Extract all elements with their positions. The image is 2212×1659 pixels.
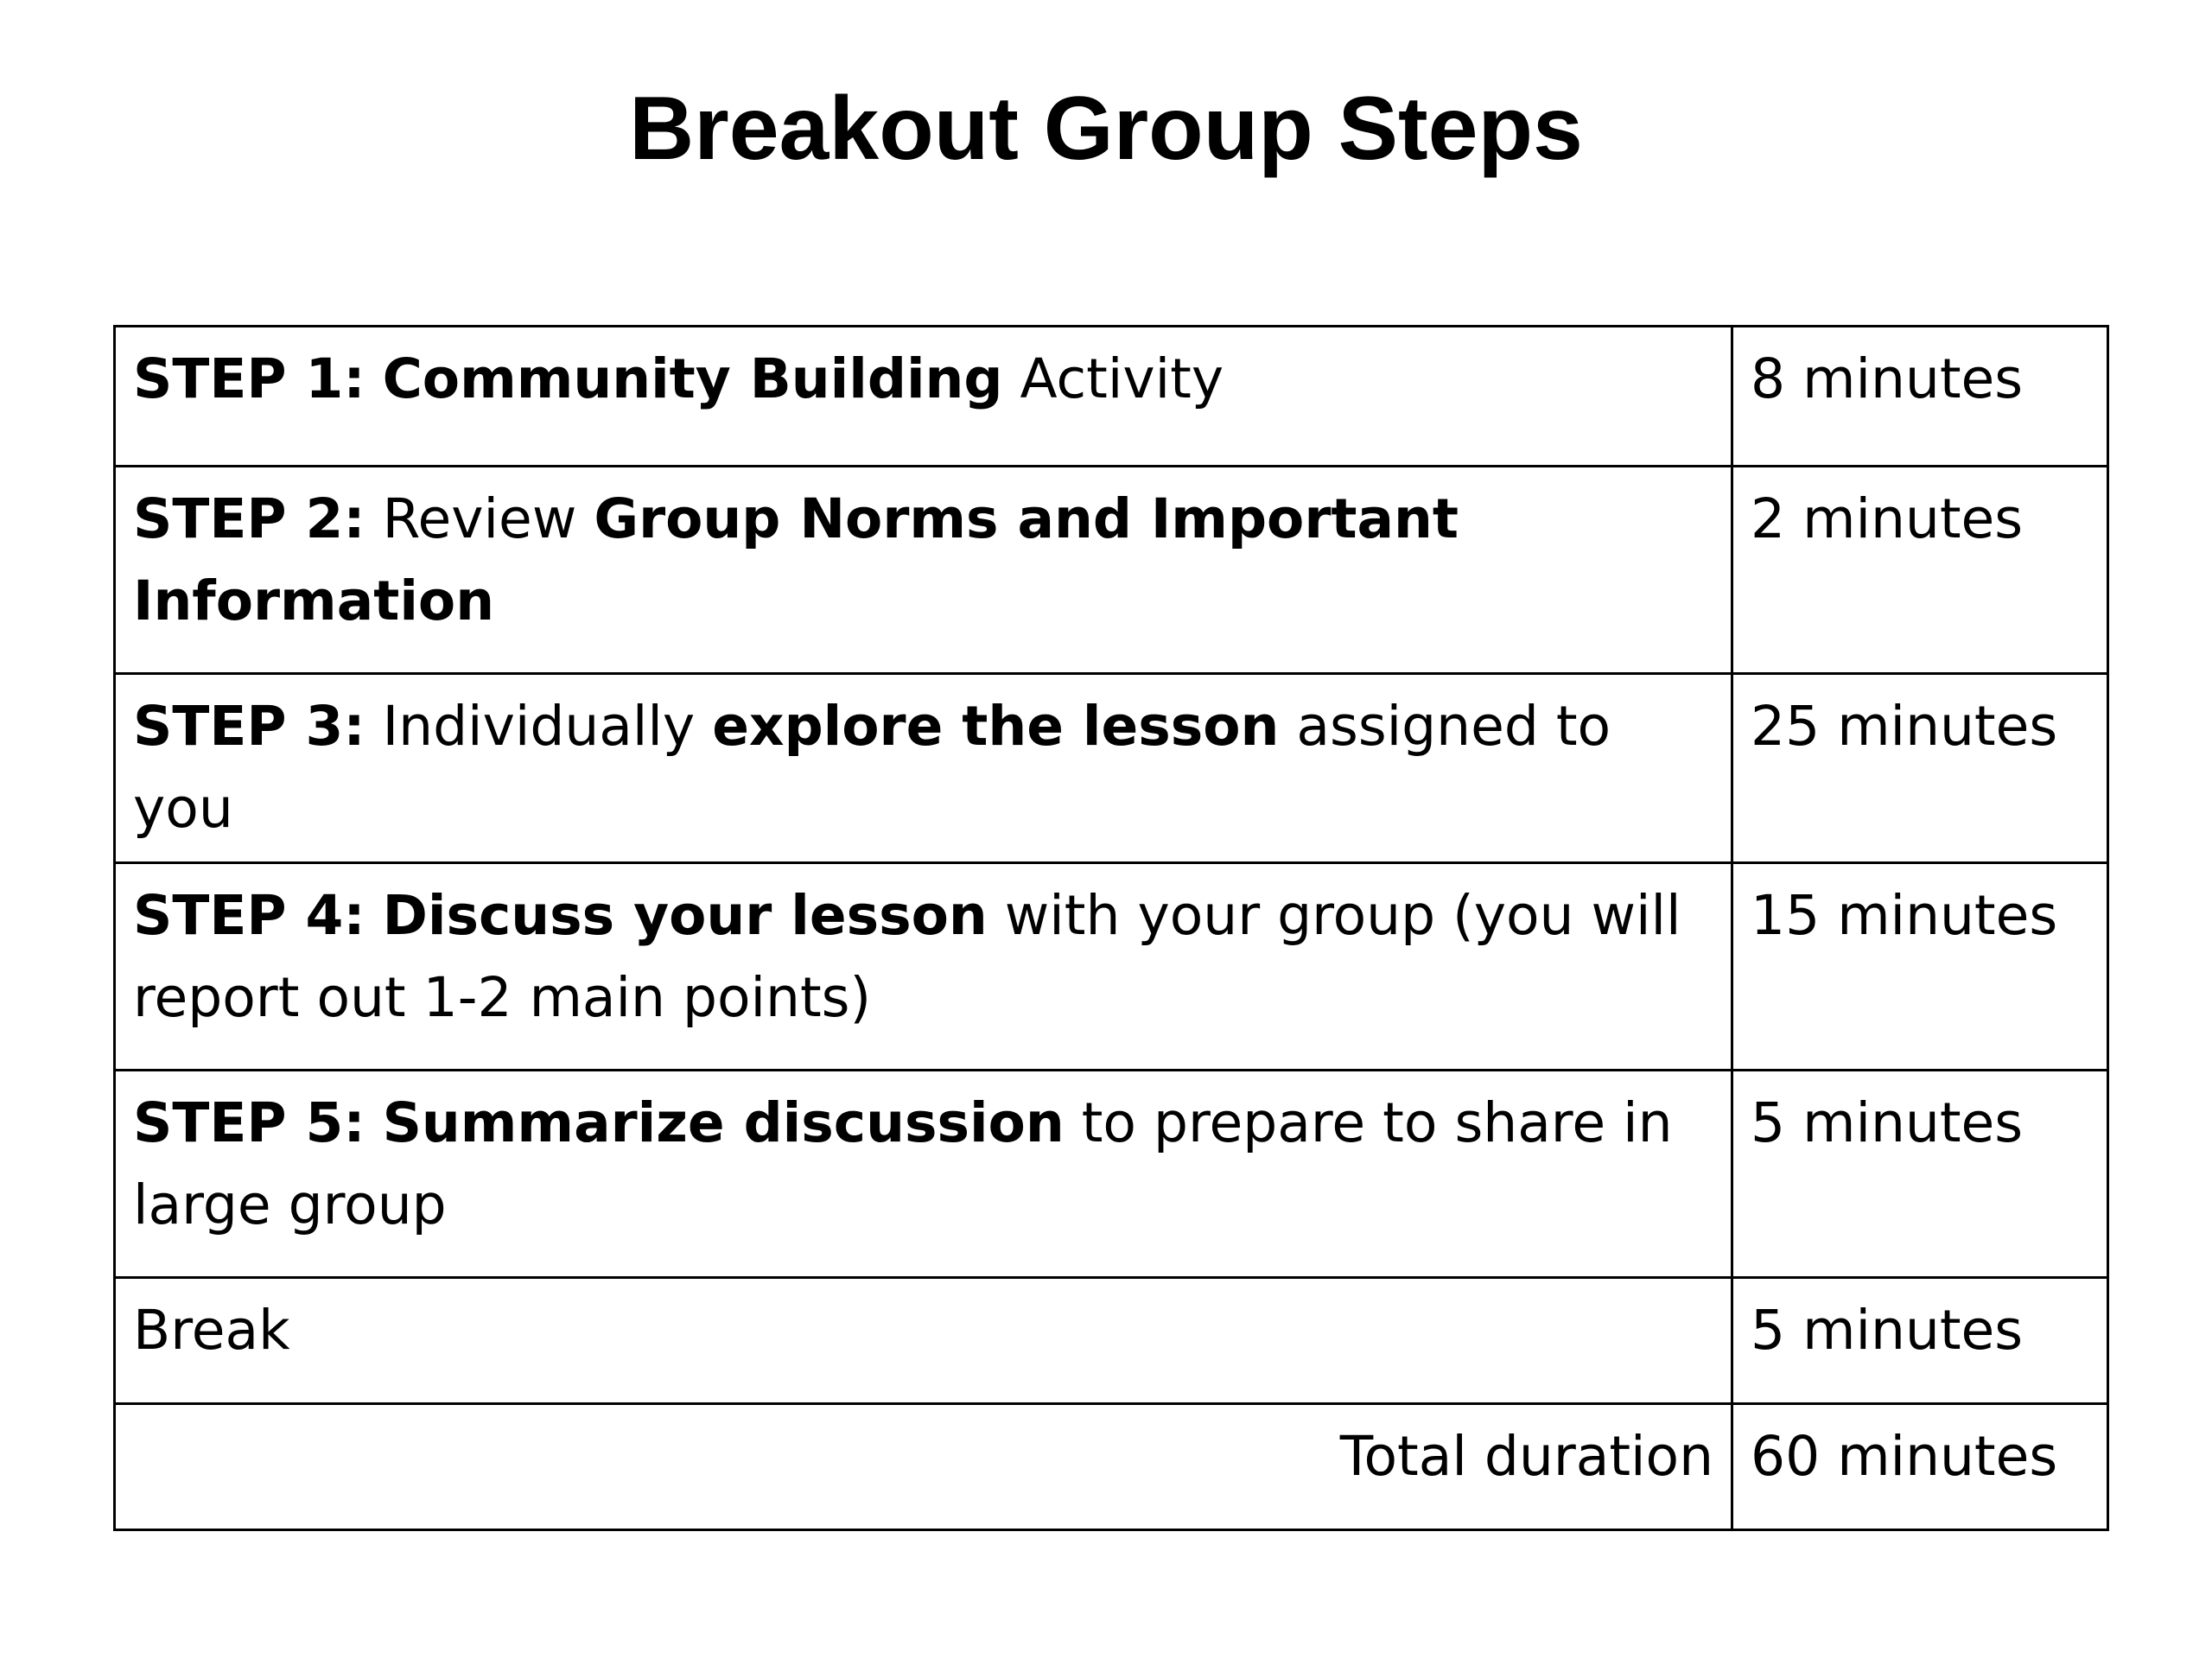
table-row-step-3 xyxy=(115,674,2108,863)
step-description xyxy=(115,863,1732,1071)
step-duration: 5 minutes xyxy=(1732,1071,2108,1278)
break-label: Break xyxy=(115,1278,1732,1404)
step-duration: 8 minutes xyxy=(1732,327,2108,467)
step-text: Activity xyxy=(1020,347,1224,410)
table-row-step-5 xyxy=(115,1071,2108,1278)
step-label: STEP 2: xyxy=(133,487,365,550)
step-bold-text: explore the lesson xyxy=(712,695,1280,758)
step-description xyxy=(115,674,1732,863)
step-bold-text: Community Building xyxy=(382,347,1003,410)
step-label: STEP 4: xyxy=(133,884,365,947)
step-label: STEP 1: xyxy=(133,347,365,410)
step-text: Individually xyxy=(382,695,696,758)
step-text: Review xyxy=(382,487,577,550)
step-bold-text: Summarize discussion xyxy=(382,1091,1065,1154)
steps-table xyxy=(113,325,2109,1531)
step-duration: 5 minutes xyxy=(1732,1278,2108,1404)
step-bold-text: Group Norms and Important Information xyxy=(133,487,1459,632)
step-description xyxy=(115,1071,1732,1278)
step-label: STEP 5: xyxy=(133,1091,365,1154)
step-text: to prepare to share in large group xyxy=(133,1091,1673,1236)
step-duration: 25 minutes xyxy=(1732,674,2108,863)
table-row-step-4 xyxy=(115,863,2108,1071)
step-description xyxy=(115,467,1732,674)
step-duration: 2 minutes xyxy=(1732,467,2108,674)
total-duration-value: 60 minutes xyxy=(1732,1404,2108,1530)
table-row-break xyxy=(115,1278,2108,1404)
step-text: with your group (you will report out 1-2 main points) xyxy=(133,884,1681,1029)
table-row-total xyxy=(115,1404,2108,1530)
step-duration: 15 minutes xyxy=(1732,863,2108,1071)
step-label: STEP 3: xyxy=(133,695,365,758)
table-row-step-1 xyxy=(115,327,2108,467)
step-description xyxy=(115,327,1732,467)
step-text: assigned to you xyxy=(133,695,1611,840)
step-bold-text: Discuss your lesson xyxy=(382,884,988,947)
page-title: Breakout Group Steps xyxy=(629,79,1583,179)
total-duration-label: Total duration xyxy=(115,1404,1732,1530)
table-row-step-2 xyxy=(115,467,2108,674)
